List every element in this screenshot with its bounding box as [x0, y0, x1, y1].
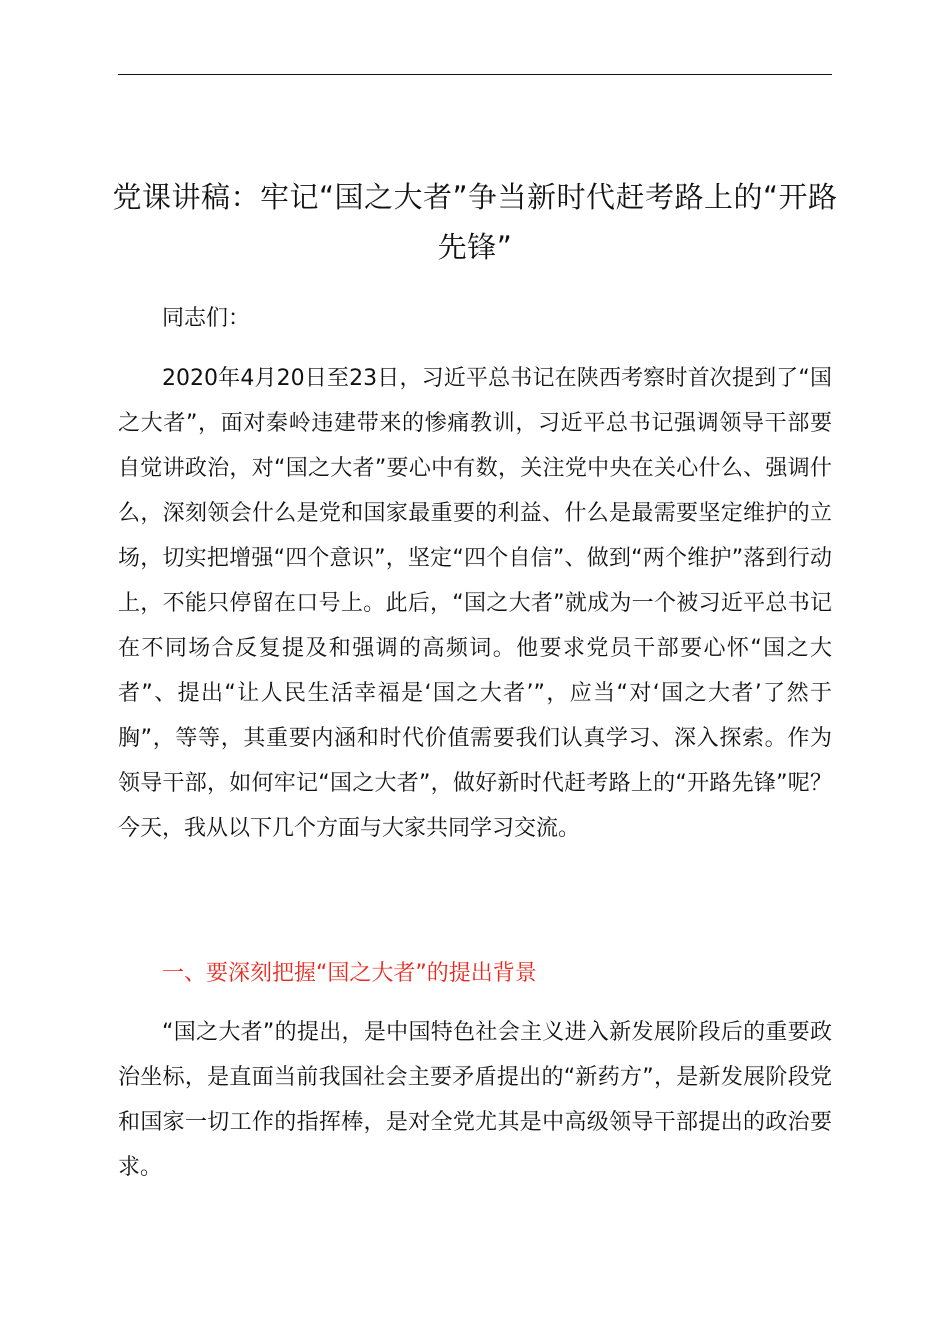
salutation: 同志们： — [162, 306, 251, 331]
document-title: 党课讲稿：牢记“国之大者”争当新时代赶考路上的“开路先锋” — [112, 180, 838, 264]
header-rule — [118, 74, 832, 75]
paragraph-intro: 2020年4月20日至23日，习近平总书记在陕西考察时首次提到了“国之大者”，面对秦岭违建带来的惨痛教训，习近平总书记强调领导干部要自觉讲政治，对“国之大者”要心中有数，关注党中央在关心什么、强调什么，深刻领会什么是党和国家最重要的利益、什么是最需要坚定维护的立场，切实把增强“四个意识”，坚定“四个自信”、做到“两个维护”落到行动上，不能只停留在口号上。此后，“国之大者”就成为一个被习近平总书记在不同场合反复提及和强调的高频词。他要求党员干部要心怀“国之大者”、提出“让人民生活幸福是‘国之大者’”，应当“对‘国之大者’了然于胸”，等等，其重要内涵和时代价值需要我们认真学习、深入探索。作为领导干部，如何牢记“国之大者”，做好新时代赶考路上的“开路先锋”呢？今天，我从以下几个方面与大家共同学习交流。 — [118, 366, 832, 841]
section-heading-1: 一、要深刻把握“国之大者”的提出背景 — [162, 961, 537, 986]
paragraph-background: “国之大者”的提出，是中国特色社会主义进入新发展阶段后的重要政治坐标，是直面当前我国社会主要矛盾提出的“新药方”，是新发展阶段党和国家一切工作的指挥棒，是对全党尤其是中高级领导干部提出的政治要求。 — [118, 1020, 832, 1180]
